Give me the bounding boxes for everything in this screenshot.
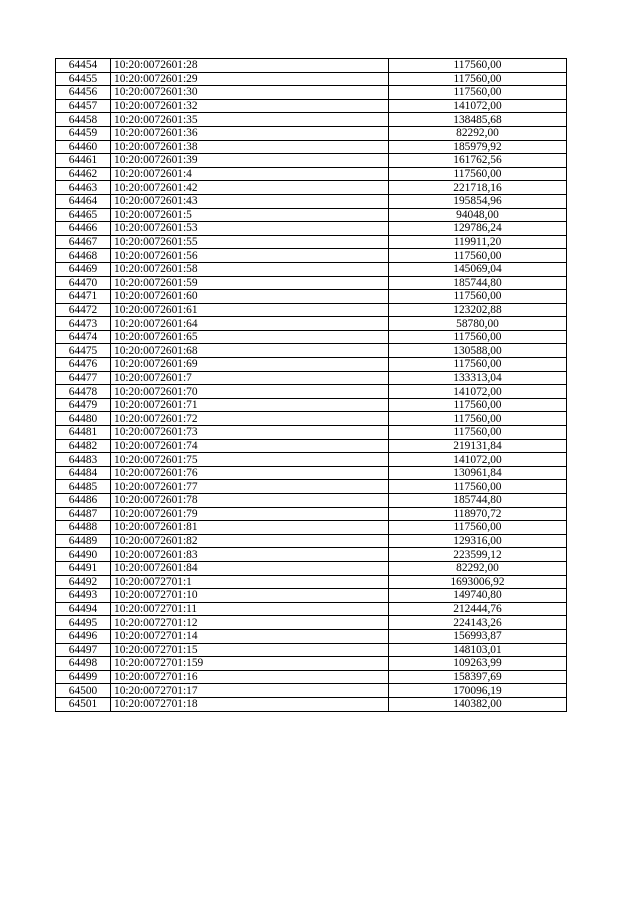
cadastral-number-cell: 10:20:0072601:84 <box>111 561 389 575</box>
cadastral-value-cell: 117560,00 <box>389 521 567 535</box>
row-number-cell: 64476 <box>56 358 111 372</box>
row-number-cell: 64461 <box>56 154 111 168</box>
cadastral-value-cell: 158397,69 <box>389 670 567 684</box>
row-number-cell: 64466 <box>56 222 111 236</box>
cadastral-number-cell: 10:20:0072601:78 <box>111 494 389 508</box>
table-row <box>56 167 567 181</box>
table-row <box>56 684 567 698</box>
cadastral-value-cell: 117560,00 <box>389 412 567 426</box>
cadastral-number-cell: 10:20:0072601:70 <box>111 385 389 399</box>
row-number-cell: 64483 <box>56 453 111 467</box>
cadastral-number-cell: 10:20:0072601:64 <box>111 317 389 331</box>
cadastral-value-cell: 1693006,92 <box>389 575 567 589</box>
cadastral-value-cell: 117560,00 <box>389 72 567 86</box>
table-row <box>56 290 567 304</box>
table-row <box>56 276 567 290</box>
row-number-cell: 64489 <box>56 534 111 548</box>
row-number-cell: 64455 <box>56 72 111 86</box>
cadastral-number-cell: 10:20:0072601:60 <box>111 290 389 304</box>
row-number-cell: 64495 <box>56 616 111 630</box>
row-number-cell: 64500 <box>56 684 111 698</box>
table-row <box>56 480 567 494</box>
table-row <box>56 697 567 711</box>
row-number-cell: 64494 <box>56 602 111 616</box>
cadastral-number-cell: 10:20:0072601:61 <box>111 303 389 317</box>
cadastral-value-cell: 117560,00 <box>389 290 567 304</box>
cadastral-value-cell: 185744,80 <box>389 276 567 290</box>
cadastral-value-cell: 223599,12 <box>389 548 567 562</box>
cadastral-value-cell: 221718,16 <box>389 181 567 195</box>
row-number-cell: 64475 <box>56 344 111 358</box>
table-row <box>56 453 567 467</box>
cadastral-value-cell: 224143,26 <box>389 616 567 630</box>
row-number-cell: 64480 <box>56 412 111 426</box>
row-number-cell: 64481 <box>56 426 111 440</box>
cadastral-number-cell: 10:20:0072601:29 <box>111 72 389 86</box>
cadastral-value-cell: 133313,04 <box>389 371 567 385</box>
cadastral-number-cell: 10:20:0072601:30 <box>111 86 389 100</box>
row-number-cell: 64464 <box>56 194 111 208</box>
row-number-cell: 64469 <box>56 262 111 276</box>
cadastral-number-cell: 10:20:0072601:53 <box>111 222 389 236</box>
cadastral-number-cell: 10:20:0072601:39 <box>111 154 389 168</box>
cadastral-number-cell: 10:20:0072601:74 <box>111 439 389 453</box>
cadastral-value-cell: 129316,00 <box>389 534 567 548</box>
cadastral-number-cell: 10:20:0072601:68 <box>111 344 389 358</box>
row-number-cell: 64468 <box>56 249 111 263</box>
cadastral-value-cell: 145069,04 <box>389 262 567 276</box>
table-row <box>56 317 567 331</box>
row-number-cell: 64479 <box>56 398 111 412</box>
table-row <box>56 548 567 562</box>
cadastral-value-table <box>55 58 567 712</box>
cadastral-number-cell: 10:20:0072601:76 <box>111 466 389 480</box>
cadastral-value-cell: 82292,00 <box>389 561 567 575</box>
row-number-cell: 64485 <box>56 480 111 494</box>
table-row <box>56 439 567 453</box>
cadastral-number-cell: 10:20:0072601:35 <box>111 113 389 127</box>
cadastral-number-cell: 10:20:0072601:43 <box>111 194 389 208</box>
cadastral-value-cell: 82292,00 <box>389 126 567 140</box>
table-row <box>56 507 567 521</box>
row-number-cell: 64474 <box>56 330 111 344</box>
table-row <box>56 426 567 440</box>
cadastral-number-cell: 10:20:0072601:36 <box>111 126 389 140</box>
table-row <box>56 616 567 630</box>
table-row <box>56 385 567 399</box>
row-number-cell: 64472 <box>56 303 111 317</box>
cadastral-number-cell: 10:20:0072601:73 <box>111 426 389 440</box>
cadastral-value-cell: 117560,00 <box>389 358 567 372</box>
cadastral-value-cell: 185979,92 <box>389 140 567 154</box>
cadastral-number-cell: 10:20:0072701:11 <box>111 602 389 616</box>
cadastral-number-cell: 10:20:0072601:55 <box>111 235 389 249</box>
row-number-cell: 64471 <box>56 290 111 304</box>
table-row <box>56 589 567 603</box>
table-row <box>56 398 567 412</box>
cadastral-value-cell: 212444,76 <box>389 602 567 616</box>
cadastral-number-cell: 10:20:0072701:1 <box>111 575 389 589</box>
cadastral-number-cell: 10:20:0072601:83 <box>111 548 389 562</box>
cadastral-number-cell: 10:20:0072701:17 <box>111 684 389 698</box>
table-body <box>56 59 567 712</box>
row-number-cell: 64498 <box>56 657 111 671</box>
row-number-cell: 64499 <box>56 670 111 684</box>
cadastral-number-cell: 10:20:0072601:79 <box>111 507 389 521</box>
cadastral-value-cell: 130961,84 <box>389 466 567 480</box>
cadastral-value-cell: 123202,88 <box>389 303 567 317</box>
table-row <box>56 561 567 575</box>
table-row <box>56 602 567 616</box>
cadastral-number-cell: 10:20:0072601:75 <box>111 453 389 467</box>
cadastral-value-cell: 117560,00 <box>389 480 567 494</box>
table-row <box>56 412 567 426</box>
row-number-cell: 64486 <box>56 494 111 508</box>
row-number-cell: 64465 <box>56 208 111 222</box>
table-row <box>56 358 567 372</box>
cadastral-number-cell: 10:20:0072701:10 <box>111 589 389 603</box>
cadastral-value-cell: 138485,68 <box>389 113 567 127</box>
cadastral-value-cell: 141072,00 <box>389 385 567 399</box>
table-row <box>56 629 567 643</box>
table-row <box>56 113 567 127</box>
cadastral-value-cell: 170096,19 <box>389 684 567 698</box>
table-row <box>56 262 567 276</box>
cadastral-number-cell: 10:20:0072601:77 <box>111 480 389 494</box>
row-number-cell: 64456 <box>56 86 111 100</box>
row-number-cell: 64490 <box>56 548 111 562</box>
table-row <box>56 72 567 86</box>
cadastral-value-cell: 156993,87 <box>389 629 567 643</box>
cadastral-value-cell: 117560,00 <box>389 398 567 412</box>
cadastral-number-cell: 10:20:0072601:71 <box>111 398 389 412</box>
row-number-cell: 64477 <box>56 371 111 385</box>
cadastral-number-cell: 10:20:0072601:4 <box>111 167 389 181</box>
row-number-cell: 64470 <box>56 276 111 290</box>
cadastral-number-cell: 10:20:0072601:7 <box>111 371 389 385</box>
table-row <box>56 670 567 684</box>
cadastral-value-cell: 161762,56 <box>389 154 567 168</box>
cadastral-value-cell: 141072,00 <box>389 99 567 113</box>
row-number-cell: 64467 <box>56 235 111 249</box>
row-number-cell: 64484 <box>56 466 111 480</box>
cadastral-number-cell: 10:20:0072601:42 <box>111 181 389 195</box>
table-row <box>56 534 567 548</box>
row-number-cell: 64460 <box>56 140 111 154</box>
row-number-cell: 64473 <box>56 317 111 331</box>
cadastral-number-cell: 10:20:0072601:65 <box>111 330 389 344</box>
table-row <box>56 466 567 480</box>
cadastral-value-cell: 117560,00 <box>389 426 567 440</box>
row-number-cell: 64492 <box>56 575 111 589</box>
cadastral-number-cell: 10:20:0072601:28 <box>111 59 389 73</box>
document-page <box>55 58 566 712</box>
table-row <box>56 140 567 154</box>
cadastral-value-cell: 141072,00 <box>389 453 567 467</box>
cadastral-number-cell: 10:20:0072701:12 <box>111 616 389 630</box>
row-number-cell: 64482 <box>56 439 111 453</box>
table-row <box>56 222 567 236</box>
cadastral-number-cell: 10:20:0072701:16 <box>111 670 389 684</box>
cadastral-value-cell: 117560,00 <box>389 59 567 73</box>
table-row <box>56 249 567 263</box>
cadastral-value-cell: 185744,80 <box>389 494 567 508</box>
cadastral-value-cell: 117560,00 <box>389 249 567 263</box>
cadastral-value-cell: 119911,20 <box>389 235 567 249</box>
row-number-cell: 64458 <box>56 113 111 127</box>
row-number-cell: 64462 <box>56 167 111 181</box>
table-row <box>56 643 567 657</box>
cadastral-value-cell: 58780,00 <box>389 317 567 331</box>
table-row <box>56 344 567 358</box>
cadastral-value-cell: 118970,72 <box>389 507 567 521</box>
cadastral-number-cell: 10:20:0072601:82 <box>111 534 389 548</box>
cadastral-value-cell: 117560,00 <box>389 86 567 100</box>
row-number-cell: 64488 <box>56 521 111 535</box>
table-row <box>56 208 567 222</box>
table-row <box>56 371 567 385</box>
row-number-cell: 64497 <box>56 643 111 657</box>
row-number-cell: 64459 <box>56 126 111 140</box>
cadastral-value-cell: 148103,01 <box>389 643 567 657</box>
cadastral-number-cell: 10:20:0072601:32 <box>111 99 389 113</box>
table-row <box>56 303 567 317</box>
table-row <box>56 330 567 344</box>
cadastral-number-cell: 10:20:0072701:15 <box>111 643 389 657</box>
row-number-cell: 64491 <box>56 561 111 575</box>
row-number-cell: 64487 <box>56 507 111 521</box>
cadastral-value-cell: 129786,24 <box>389 222 567 236</box>
cadastral-value-cell: 117560,00 <box>389 330 567 344</box>
cadastral-number-cell: 10:20:0072601:56 <box>111 249 389 263</box>
cadastral-value-cell: 219131,84 <box>389 439 567 453</box>
cadastral-number-cell: 10:20:0072701:18 <box>111 697 389 711</box>
cadastral-number-cell: 10:20:0072601:81 <box>111 521 389 535</box>
cadastral-value-cell: 195854,96 <box>389 194 567 208</box>
row-number-cell: 64501 <box>56 697 111 711</box>
cadastral-number-cell: 10:20:0072601:38 <box>111 140 389 154</box>
cadastral-number-cell: 10:20:0072701:159 <box>111 657 389 671</box>
row-number-cell: 64463 <box>56 181 111 195</box>
cadastral-value-cell: 117560,00 <box>389 167 567 181</box>
table-row <box>56 59 567 73</box>
table-row <box>56 154 567 168</box>
cadastral-number-cell: 10:20:0072601:5 <box>111 208 389 222</box>
row-number-cell: 64496 <box>56 629 111 643</box>
cadastral-number-cell: 10:20:0072601:59 <box>111 276 389 290</box>
row-number-cell: 64457 <box>56 99 111 113</box>
table-row <box>56 657 567 671</box>
cadastral-value-cell: 109263,99 <box>389 657 567 671</box>
cadastral-number-cell: 10:20:0072701:14 <box>111 629 389 643</box>
cadastral-value-cell: 130588,00 <box>389 344 567 358</box>
cadastral-number-cell: 10:20:0072601:72 <box>111 412 389 426</box>
table-row <box>56 181 567 195</box>
table-row <box>56 86 567 100</box>
cadastral-value-cell: 94048,00 <box>389 208 567 222</box>
cadastral-value-cell: 149740,80 <box>389 589 567 603</box>
table-row <box>56 126 567 140</box>
table-row <box>56 235 567 249</box>
cadastral-value-cell: 140382,00 <box>389 697 567 711</box>
table-row <box>56 575 567 589</box>
table-row <box>56 521 567 535</box>
table-row <box>56 194 567 208</box>
table-row <box>56 99 567 113</box>
row-number-cell: 64454 <box>56 59 111 73</box>
cadastral-number-cell: 10:20:0072601:58 <box>111 262 389 276</box>
row-number-cell: 64493 <box>56 589 111 603</box>
table-row <box>56 494 567 508</box>
row-number-cell: 64478 <box>56 385 111 399</box>
cadastral-number-cell: 10:20:0072601:69 <box>111 358 389 372</box>
